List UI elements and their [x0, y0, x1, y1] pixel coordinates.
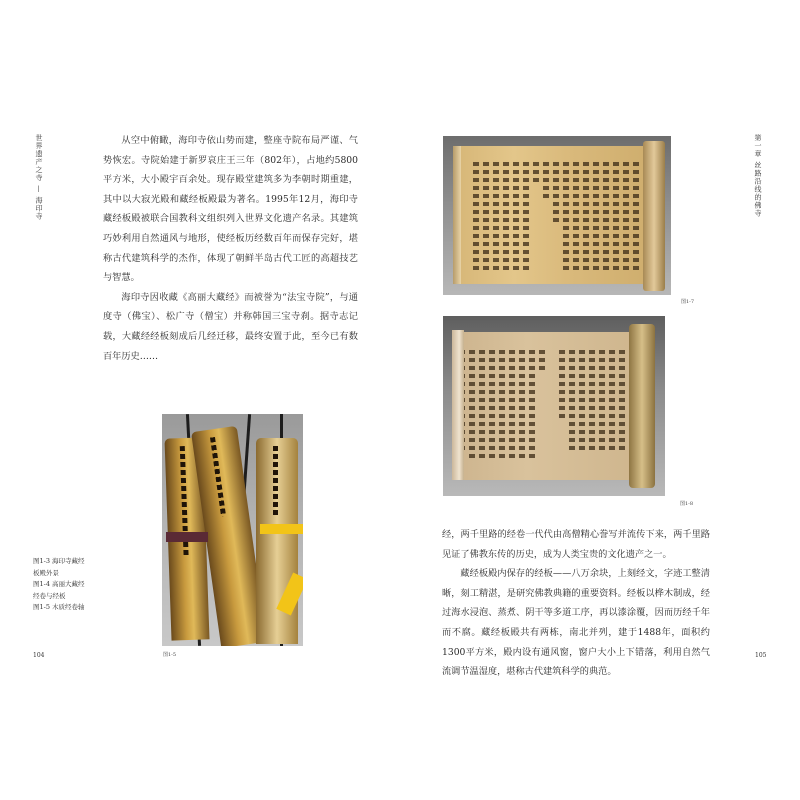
page-number: 105	[755, 652, 767, 659]
scroll-paper	[455, 332, 635, 480]
figure-tag: 图1-8	[680, 501, 694, 507]
scroll-left-edge	[452, 330, 464, 480]
caption-line: 图1-4 高丽大藏经经卷与经板	[33, 580, 85, 600]
cloth-tie	[166, 532, 208, 542]
page-number: 104	[33, 652, 45, 659]
figure-tag: 图1-5	[163, 652, 177, 658]
sutra-rolls-photo	[162, 414, 303, 646]
caption-line: 图1-3 海印寺藏经板殿外景	[33, 557, 85, 577]
scroll-roller	[643, 141, 665, 291]
paragraph: 经，两千里路的经卷一代代由高僧精心誊写并流传下来，两千里路见证了佛教东传的历史，成为人类宝贵的文化遗产之一。	[442, 529, 710, 560]
calligraphy-columns	[459, 350, 625, 460]
scroll-paper	[457, 146, 647, 284]
paragraph: 藏经板殿内保存的经板——八万余块，上刻经文，字迹工整清晰，刻工精湛，是研究佛教典籍的重要资料。经板以桦木制成，经过海水浸泡、蒸煮、阴干等多道工序，再以漆涂覆，因而历经千年而不腐。藏经板殿共有两栋，南北并列，建于1488年，面积约1300平方米，殿内设有通风窗，窗户大小上下错落，利用自然气流调节温湿度，堪称古代建筑科学的典范。	[442, 568, 710, 678]
paragraph: 海印寺因收藏《高丽大藏经》而被誉为“法宝寺院”，与通度寺（佛宝）、松广寺（僧宝）并称韩国三宝寺刹。据寺志记载，大藏经经板刻成后几经迁移，最终安置于此，至今已有数百年历史……	[103, 291, 358, 362]
figure-tag: 图1-7	[681, 299, 695, 305]
caption-line: 图1-5 木质经卷轴	[33, 603, 85, 612]
side-caption	[33, 556, 89, 614]
paragraph: 从空中俯瞰，海印寺依山势而建，整座寺院布局严谨、气势恢宏。寺院始建于新罗哀庄王三年（802年），占地约5800平方米，大小殿宇百余处。现存殿堂建筑多为李朝时期重建，其中以大寂光殿和藏经板殿最为著名。1995年12月，海印寺藏经板殿被联合国教科文组织列入世界文化遗产名录。其建筑巧妙利用自然通风与地形，使经板历经数百年而保存完好，堪称古代建筑科学的杰作，体现了朝鲜半岛古代工匠的高超技艺与智慧。	[103, 135, 358, 284]
scroll-roller	[629, 324, 655, 488]
scroll-left-edge	[453, 146, 461, 284]
right-running-head: 第一章 丝路沿线的佛寺	[754, 134, 762, 218]
right-body-text	[442, 525, 710, 682]
left-body-text	[103, 131, 358, 366]
yellow-cloth-tie	[260, 524, 303, 534]
calligraphy-columns	[473, 162, 639, 272]
scroll-photo-1	[443, 136, 671, 295]
scroll-photo-2	[443, 316, 665, 496]
right-page	[400, 0, 800, 800]
left-running-head: 世界遗产之寺 — 海印寺	[35, 134, 43, 221]
